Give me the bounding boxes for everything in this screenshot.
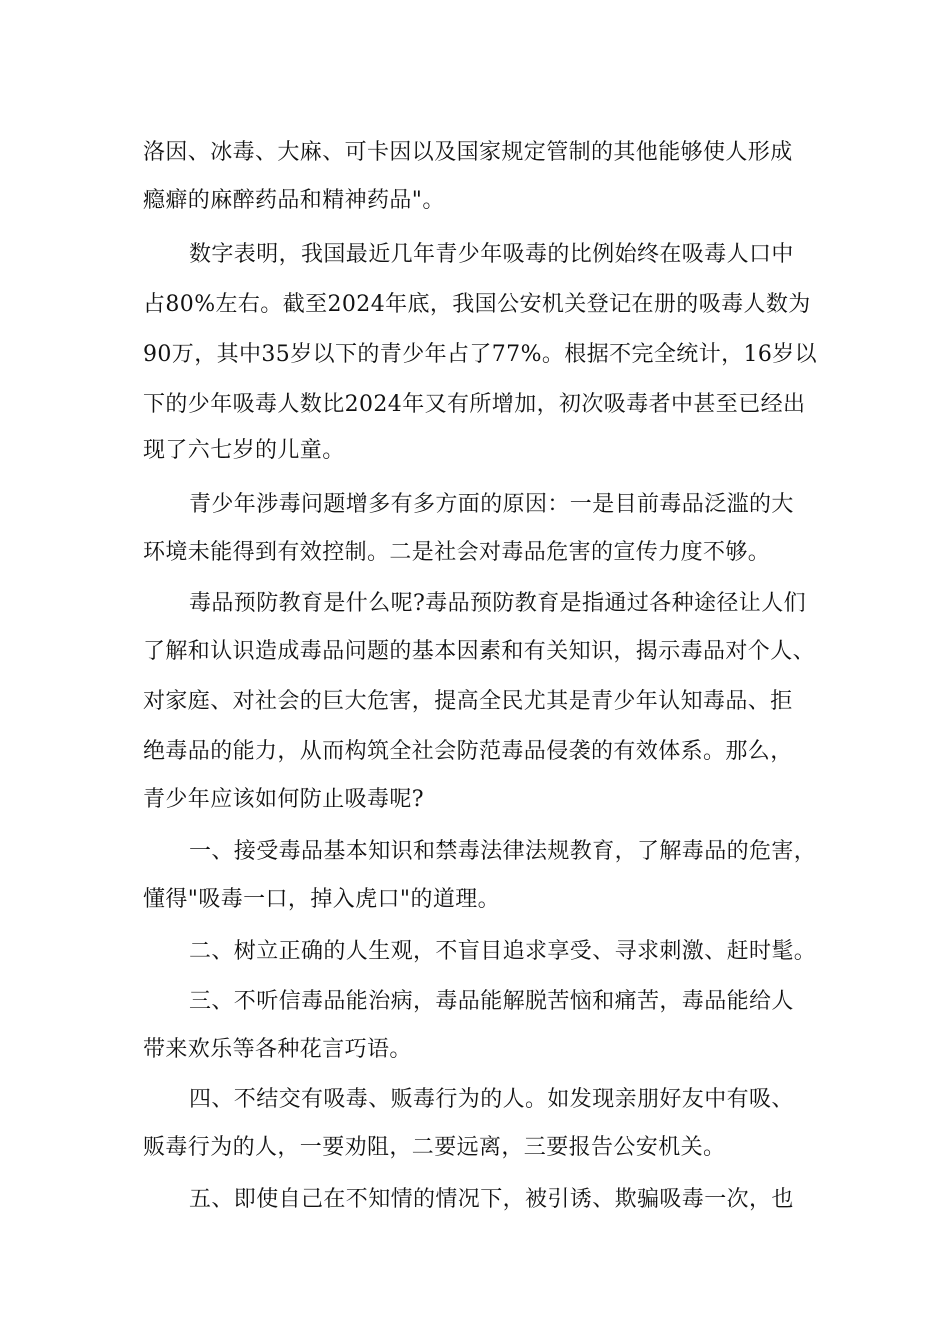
text-line: 绝毒品的能力，从而构筑全社会防范毒品侵袭的有效体系。那么， xyxy=(143,739,793,764)
text-line: 懂得"吸毒一口，掉入虎口"的道理。 xyxy=(143,887,501,912)
text-line: 下的少年吸毒人数比2024年又有所增加，初次吸毒者中甚至已经出 xyxy=(143,392,806,417)
text-line: 对家庭、对社会的巨大危害，提高全民尤其是青少年认知毒品、拒 xyxy=(143,689,793,714)
text-line: 带来欢乐等各种花言巧语。 xyxy=(143,1037,412,1062)
text-line: 了解和认识造成毒品问题的基本因素和有关知识，揭示毒品对个人、 xyxy=(143,639,816,664)
text-line: 贩毒行为的人，一要劝阻，二要远离，三要报告公安机关。 xyxy=(143,1135,726,1160)
text-line: 占80%左右。截至2024年底，我国公安机关登记在册的吸毒人数为 xyxy=(143,292,811,317)
text-line: 四、不结交有吸毒、贩毒行为的人。如发现亲朋好友中有吸、 xyxy=(189,1087,794,1112)
text-line: 二、树立正确的人生观，不盲目追求享受、寻求刺激、赶时髦。 xyxy=(189,939,817,964)
text-line: 环境未能得到有效控制。二是社会对毒品危害的宣传力度不够。 xyxy=(143,540,771,565)
text-line: 三、不听信毒品能治病，毒品能解脱苦恼和痛苦，毒品能给人 xyxy=(189,989,794,1014)
text-line: 洛因、冰毒、大麻、可卡因以及国家规定管制的其他能够使人形成 xyxy=(143,140,793,165)
text-line: 数字表明，我国最近几年青少年吸毒的比例始终在吸毒人口中 xyxy=(189,242,794,267)
text-line: 毒品预防教育是什么呢?毒品预防教育是指通过各种途径让人们 xyxy=(189,591,806,616)
text-line: 现了六七岁的儿童。 xyxy=(143,438,345,463)
text-line: 青少年涉毒问题增多有多方面的原因：一是目前毒品泛滥的大 xyxy=(189,492,794,517)
text-line: 90万，其中35岁以下的青少年占了77%。根据不完全统计，16岁以 xyxy=(143,342,818,367)
text-line: 五、即使自己在不知情的情况下，被引诱、欺骗吸毒一次，也 xyxy=(189,1187,794,1212)
text-line: 瘾癖的麻醉药品和精神药品"。 xyxy=(143,188,445,213)
text-line: 一、接受毒品基本知识和禁毒法律法规教育，了解毒品的危害， xyxy=(189,839,817,864)
text-line: 青少年应该如何防止吸毒呢? xyxy=(143,787,424,812)
